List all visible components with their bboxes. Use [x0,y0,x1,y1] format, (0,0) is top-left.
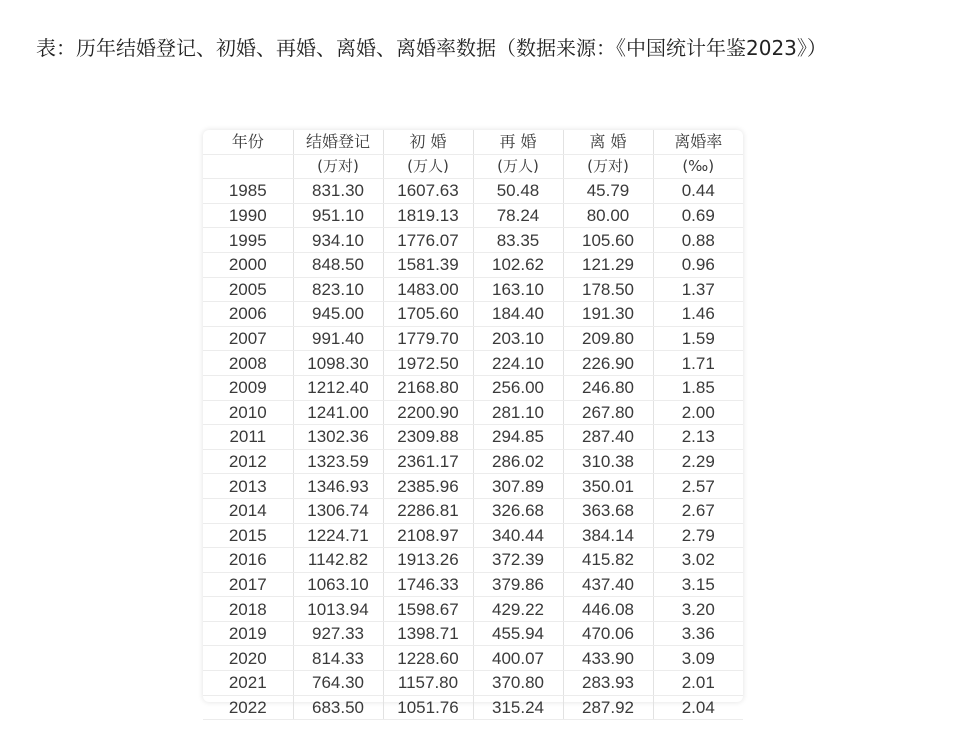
cell-divorce-rate: 3.36 [653,621,743,646]
cell-marriage-registrations: 823.10 [293,277,383,302]
cell-divorce: 226.90 [563,351,653,376]
header-divorce: 离 婚 [563,130,653,154]
cell-remarriage: 315.24 [473,695,563,720]
table-row [203,695,743,720]
cell-first-marriage: 2168.80 [383,375,473,400]
cell-marriage-registrations: 945.00 [293,302,383,327]
cell-first-marriage: 1398.71 [383,621,473,646]
cell-first-marriage: 2200.90 [383,400,473,425]
cell-marriage-registrations: 1302.36 [293,425,383,450]
cell-remarriage: 326.68 [473,498,563,523]
table-row [203,326,743,351]
cell-year: 2006 [203,302,293,327]
cell-divorce: 178.50 [563,277,653,302]
cell-divorce: 287.40 [563,425,653,450]
marriage-divorce-table-image [203,130,743,717]
cell-first-marriage: 2385.96 [383,474,473,499]
cell-divorce: 121.29 [563,252,653,277]
cell-remarriage: 203.10 [473,326,563,351]
data-table [203,130,743,720]
cell-divorce: 446.08 [563,597,653,622]
cell-divorce: 287.92 [563,695,653,720]
cell-marriage-registrations: 991.40 [293,326,383,351]
cell-divorce-rate: 1.46 [653,302,743,327]
cell-first-marriage: 2108.97 [383,523,473,548]
cell-divorce: 45.79 [563,179,653,204]
cell-divorce: 267.80 [563,400,653,425]
cell-remarriage: 379.86 [473,572,563,597]
header-year: 年份 [203,130,293,154]
cell-first-marriage: 1779.70 [383,326,473,351]
cell-remarriage: 78.24 [473,203,563,228]
cell-first-marriage: 1705.60 [383,302,473,327]
cell-divorce: 384.14 [563,523,653,548]
cell-year: 2022 [203,695,293,720]
table-row [203,671,743,696]
cell-marriage-registrations: 1063.10 [293,572,383,597]
cell-remarriage: 184.40 [473,302,563,327]
unit-marriage-registrations: (万对) [293,154,383,179]
cell-year: 1985 [203,179,293,204]
table-row [203,252,743,277]
cell-year: 2018 [203,597,293,622]
cell-year: 2009 [203,375,293,400]
header-row [203,130,743,154]
cell-year: 2017 [203,572,293,597]
cell-remarriage: 307.89 [473,474,563,499]
cell-remarriage: 50.48 [473,179,563,204]
header-remarriage: 再 婚 [473,130,563,154]
cell-marriage-registrations: 1013.94 [293,597,383,622]
cell-year: 1990 [203,203,293,228]
cell-first-marriage: 1819.13 [383,203,473,228]
table-row [203,523,743,548]
table-row [203,375,743,400]
cell-year: 1995 [203,228,293,253]
cell-marriage-registrations: 1142.82 [293,548,383,573]
cell-divorce-rate: 0.44 [653,179,743,204]
unit-year [203,154,293,179]
cell-first-marriage: 1051.76 [383,695,473,720]
cell-divorce-rate: 2.57 [653,474,743,499]
cell-marriage-registrations: 1306.74 [293,498,383,523]
cell-remarriage: 370.80 [473,671,563,696]
unit-divorce-rate: (‰) [653,154,743,179]
cell-marriage-registrations: 927.33 [293,621,383,646]
table-row [203,474,743,499]
cell-year: 2016 [203,548,293,573]
cell-first-marriage: 1972.50 [383,351,473,376]
table-row [203,646,743,671]
cell-remarriage: 83.35 [473,228,563,253]
cell-divorce-rate: 3.02 [653,548,743,573]
cell-marriage-registrations: 951.10 [293,203,383,228]
cell-year: 2007 [203,326,293,351]
table-row [203,400,743,425]
cell-remarriage: 340.44 [473,523,563,548]
cell-remarriage: 102.62 [473,252,563,277]
cell-divorce-rate: 2.04 [653,695,743,720]
cell-first-marriage: 1598.67 [383,597,473,622]
cell-divorce: 415.82 [563,548,653,573]
header-divorce-rate: 离婚率 [653,130,743,154]
cell-remarriage: 400.07 [473,646,563,671]
cell-divorce-rate: 0.69 [653,203,743,228]
cell-first-marriage: 2361.17 [383,449,473,474]
cell-divorce: 470.06 [563,621,653,646]
cell-divorce-rate: 2.00 [653,400,743,425]
cell-year: 2005 [203,277,293,302]
header-marriage-registrations: 结婚登记 [293,130,383,154]
cell-remarriage: 281.10 [473,400,563,425]
cell-remarriage: 294.85 [473,425,563,450]
cell-divorce-rate: 1.85 [653,375,743,400]
cell-marriage-registrations: 1212.40 [293,375,383,400]
table-body [203,179,743,720]
cell-year: 2015 [203,523,293,548]
table-row [203,572,743,597]
cell-divorce-rate: 0.96 [653,252,743,277]
cell-divorce: 105.60 [563,228,653,253]
cell-marriage-registrations: 1346.93 [293,474,383,499]
table-row [203,425,743,450]
cell-divorce-rate: 3.15 [653,572,743,597]
cell-year: 2013 [203,474,293,499]
cell-year: 2000 [203,252,293,277]
cell-year: 2008 [203,351,293,376]
cell-divorce: 437.40 [563,572,653,597]
cell-marriage-registrations: 683.50 [293,695,383,720]
cell-first-marriage: 2286.81 [383,498,473,523]
cell-marriage-registrations: 934.10 [293,228,383,253]
cell-first-marriage: 2309.88 [383,425,473,450]
unit-divorce: (万对) [563,154,653,179]
cell-remarriage: 163.10 [473,277,563,302]
cell-divorce: 433.90 [563,646,653,671]
table-row [203,203,743,228]
cell-first-marriage: 1776.07 [383,228,473,253]
cell-divorce-rate: 2.67 [653,498,743,523]
cell-divorce-rate: 2.01 [653,671,743,696]
cell-marriage-registrations: 848.50 [293,252,383,277]
cell-first-marriage: 1746.33 [383,572,473,597]
table-caption: 表：历年结婚登记、初婚、再婚、离婚、离婚率数据（数据来源：《中国统计年鉴2023》） [36,36,827,60]
cell-marriage-registrations: 814.33 [293,646,383,671]
cell-divorce: 283.93 [563,671,653,696]
cell-divorce-rate: 3.09 [653,646,743,671]
unit-row [203,154,743,179]
cell-divorce-rate: 2.29 [653,449,743,474]
cell-first-marriage: 1581.39 [383,252,473,277]
cell-marriage-registrations: 764.30 [293,671,383,696]
cell-divorce: 246.80 [563,375,653,400]
cell-divorce: 191.30 [563,302,653,327]
cell-marriage-registrations: 1098.30 [293,351,383,376]
cell-remarriage: 429.22 [473,597,563,622]
table-row [203,597,743,622]
cell-remarriage: 256.00 [473,375,563,400]
cell-divorce-rate: 1.71 [653,351,743,376]
table-row [203,351,743,376]
cell-first-marriage: 1483.00 [383,277,473,302]
cell-divorce-rate: 0.88 [653,228,743,253]
cell-divorce-rate: 2.13 [653,425,743,450]
unit-remarriage: (万人) [473,154,563,179]
cell-first-marriage: 1913.26 [383,548,473,573]
cell-marriage-registrations: 1224.71 [293,523,383,548]
cell-remarriage: 372.39 [473,548,563,573]
table-row [203,228,743,253]
cell-divorce-rate: 3.20 [653,597,743,622]
cell-remarriage: 286.02 [473,449,563,474]
table-row [203,498,743,523]
unit-first-marriage: (万人) [383,154,473,179]
table-row [203,277,743,302]
header-first-marriage: 初 婚 [383,130,473,154]
cell-marriage-registrations: 1323.59 [293,449,383,474]
cell-divorce-rate: 1.37 [653,277,743,302]
cell-first-marriage: 1228.60 [383,646,473,671]
cell-year: 2020 [203,646,293,671]
cell-remarriage: 455.94 [473,621,563,646]
cell-divorce: 310.38 [563,449,653,474]
cell-divorce-rate: 1.59 [653,326,743,351]
cell-divorce: 209.80 [563,326,653,351]
cell-marriage-registrations: 1241.00 [293,400,383,425]
cell-year: 2021 [203,671,293,696]
cell-year: 2014 [203,498,293,523]
cell-remarriage: 224.10 [473,351,563,376]
cell-year: 2019 [203,621,293,646]
cell-year: 2010 [203,400,293,425]
table-row [203,179,743,204]
table-row [203,548,743,573]
table-row [203,302,743,327]
table-row [203,449,743,474]
cell-divorce: 80.00 [563,203,653,228]
cell-divorce-rate: 2.79 [653,523,743,548]
cell-first-marriage: 1157.80 [383,671,473,696]
cell-marriage-registrations: 831.30 [293,179,383,204]
cell-first-marriage: 1607.63 [383,179,473,204]
table-row [203,621,743,646]
cell-divorce: 350.01 [563,474,653,499]
cell-year: 2012 [203,449,293,474]
cell-year: 2011 [203,425,293,450]
cell-divorce: 363.68 [563,498,653,523]
